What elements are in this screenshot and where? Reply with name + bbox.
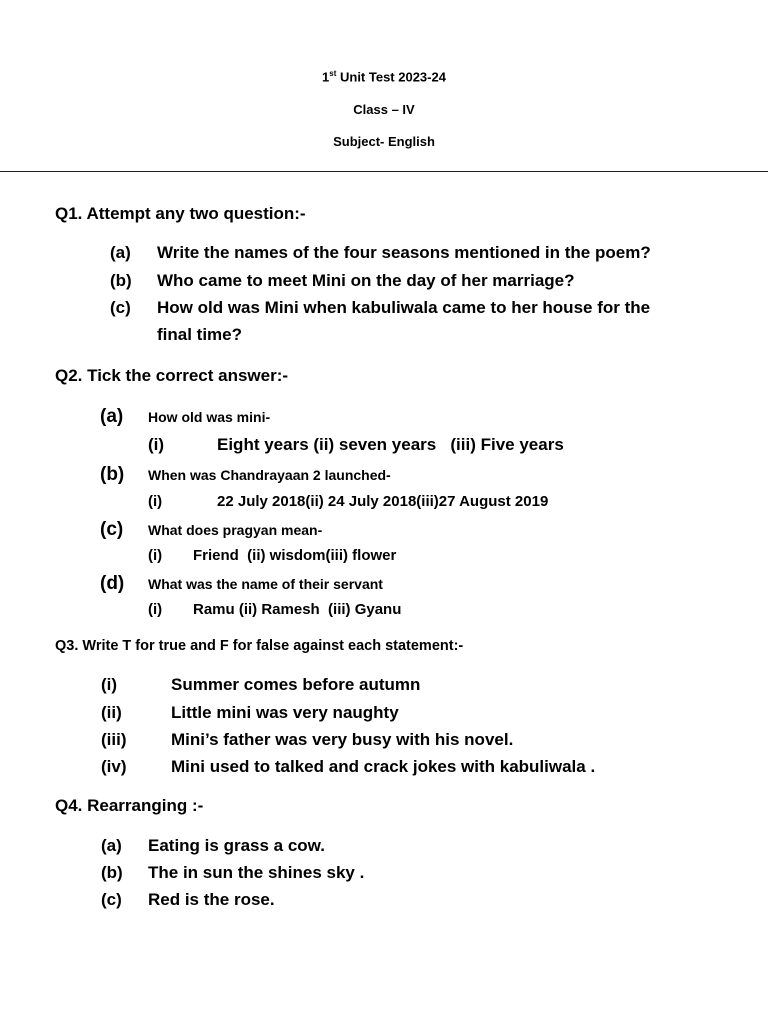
q3-item-3-label: (iii) — [101, 730, 127, 749]
q4-item-b-label: (b) — [101, 863, 123, 882]
q2-item-c-opt-label: (i) — [148, 547, 163, 564]
q2-item-d-options: Ramu (ii) Ramesh (iii) Gyanu — [193, 601, 402, 618]
q2-item-d-label: (d) — [100, 573, 125, 594]
q2-heading: Q2. Tick the correct answer:- — [55, 366, 289, 385]
q4-item-a-label: (a) — [101, 836, 122, 855]
q2-item-a-label: (a) — [100, 406, 124, 427]
title-superscript: st — [329, 69, 337, 78]
q1-item-b-text: Who came to meet Mini on the day of her marriage? — [157, 271, 575, 290]
q2-item-b-opt-label: (i) — [148, 493, 163, 510]
test-title — [0, 69, 768, 84]
q2-item-a-options: Eight years (ii) seven years (iii) Five years — [217, 435, 564, 454]
q2-item-b-label: (b) — [100, 464, 125, 485]
class-label: Class – IV — [353, 102, 415, 117]
q3-item-3-text: Mini’s father was very busy with his novel. — [171, 730, 514, 749]
q2-item-c-options: Friend (ii) wisdom(iii) flower — [193, 547, 397, 564]
title-rest: Unit Test 2023-24 — [336, 69, 446, 85]
header-divider — [0, 171, 768, 172]
q4-heading: Q4. Rearranging :- — [55, 796, 204, 815]
q1-heading: Q1. Attempt any two question:- — [55, 204, 306, 223]
q1-item-a-label: (a) — [110, 243, 131, 262]
q2-item-b-question: When was Chandrayaan 2 launched- — [148, 467, 391, 483]
q1-item-c-text: How old was Mini when kabuliwala came to her house for the — [157, 298, 651, 317]
q4-item-c-label: (c) — [101, 890, 122, 909]
q3-heading: Q3. Write T for true and F for false against each statement:- — [55, 638, 464, 654]
q3-item-1-text: Summer comes before autumn — [171, 675, 421, 694]
q2-item-c-label: (c) — [100, 519, 124, 540]
subject-label: Subject- English — [333, 134, 435, 149]
q2-item-d-opt-label: (i) — [148, 601, 163, 618]
q1-item-b-label: (b) — [110, 271, 132, 290]
q1-item-a-text: Write the names of the four seasons mentioned in the poem? — [157, 243, 651, 262]
q3-item-4-label: (iv) — [101, 757, 127, 776]
q2-item-b-options: 22 July 2018(ii) 24 July 2018(iii)27 August 2019 — [217, 493, 549, 510]
q2-item-d-question: What was the name of their servant — [148, 576, 383, 592]
q2-item-c-question: What does pragyan mean- — [148, 522, 323, 538]
q3-item-1-label: (i) — [101, 675, 118, 694]
q2-item-a-question: How old was mini- — [148, 409, 271, 425]
q4-item-b-text: The in sun the shines sky . — [148, 863, 365, 882]
q4-item-c-text: Red is the rose. — [148, 890, 275, 909]
q3-item-4-text: Mini used to talked and crack jokes with kabuliwala . — [171, 757, 596, 776]
q3-item-2-label: (ii) — [101, 703, 122, 722]
title-number: 1 — [322, 69, 330, 85]
q2-item-a-opt-label: (i) — [148, 435, 165, 454]
q3-item-2-text: Little mini was very naughty — [171, 703, 399, 722]
q4-item-a-text: Eating is grass a cow. — [148, 836, 325, 855]
q1-item-c-label: (c) — [110, 298, 131, 317]
q1-item-c-text-cont: final time? — [157, 325, 243, 344]
